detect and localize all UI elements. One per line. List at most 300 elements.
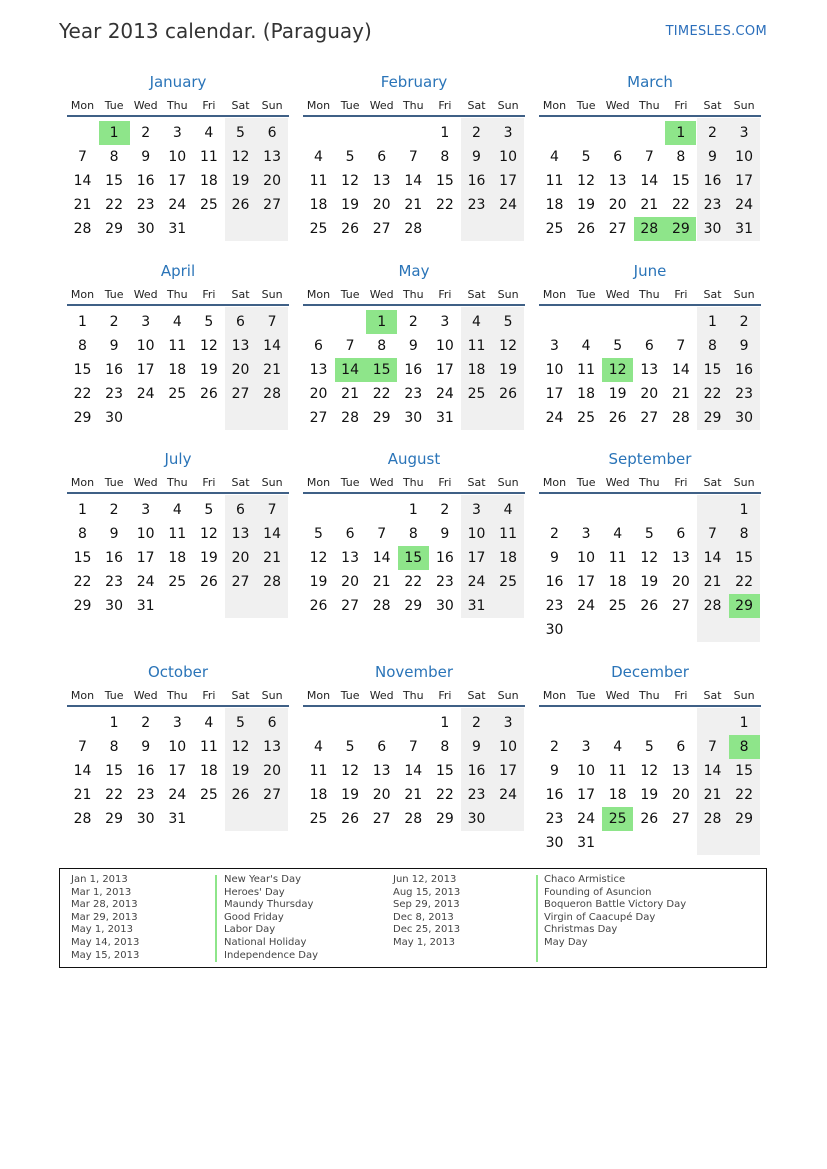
day-cell: 2 [408, 314, 418, 330]
holiday-day-cell: 8 [729, 735, 760, 759]
day-cell: 14 [263, 338, 281, 354]
day-cell: 30 [545, 622, 564, 638]
day-cell: 20 [341, 574, 359, 590]
day-cell: 4 [172, 502, 182, 518]
legend-date: Jun 12, 2013 [393, 874, 457, 885]
day-cell: 26 [341, 221, 359, 237]
legend-holiday-name: Heroes' Day [224, 886, 285, 898]
day-cell: 26 [608, 410, 627, 426]
day-cell: 3 [172, 715, 182, 731]
weekday-label: Fri [438, 476, 452, 489]
day-cell: 13 [671, 763, 690, 779]
day-cell: 11 [168, 526, 187, 542]
holiday-day-cell: 1 [665, 121, 696, 145]
day-cell: 14 [703, 550, 722, 566]
holiday-day-cell: 15 [366, 358, 397, 382]
day-cell: 6 [314, 338, 323, 354]
day-cell: 23 [703, 197, 722, 213]
month-header-rule [67, 492, 289, 494]
month-header-rule [539, 705, 761, 707]
day-cell: 9 [141, 149, 151, 165]
day-cell: 25 [168, 386, 187, 402]
day-cell: 27 [263, 197, 281, 213]
day-cell: 8 [377, 338, 387, 354]
day-cell: 18 [467, 362, 486, 378]
day-cell: 21 [703, 787, 722, 803]
day-cell: 28 [703, 811, 722, 827]
site-link[interactable]: TIMESLES.COM [665, 24, 767, 39]
legend-holiday-name: Labor Day [224, 924, 276, 936]
day-cell: 1 [408, 502, 418, 518]
day-cell: 27 [671, 598, 690, 614]
day-cell: 17 [499, 173, 517, 189]
day-cell: 27 [640, 410, 659, 426]
month-name: July [164, 450, 192, 468]
day-cell: 30 [703, 221, 722, 237]
weekday-label: Sat [231, 476, 250, 489]
day-cell: 18 [608, 574, 627, 590]
month-header-rule [67, 304, 289, 306]
weekday-label: Wed [133, 99, 158, 112]
day-cell: 26 [341, 811, 359, 827]
holiday-day-cell: 29 [665, 217, 696, 241]
day-cell: 25 [199, 197, 218, 213]
weekday-label: Fri [202, 288, 216, 301]
day-cell: 30 [545, 835, 564, 851]
day-cell: 1 [440, 125, 450, 141]
day-cell: 25 [545, 221, 564, 237]
weekday-label: Tue [340, 476, 360, 489]
weekday-label: Thu [638, 288, 660, 301]
legend-holiday-name: Boqueron Battle Victory Day [544, 899, 687, 911]
day-cell: 22 [735, 787, 753, 803]
day-cell: 13 [263, 149, 281, 165]
day-cell: 9 [141, 739, 151, 755]
day-cell: 25 [199, 787, 218, 803]
day-cell: 8 [78, 338, 87, 354]
day-cell: 14 [703, 763, 722, 779]
legend-dates-left [71, 874, 139, 962]
day-cell: 15 [105, 763, 123, 779]
day-cell: 30 [105, 598, 123, 614]
month-name: April [160, 262, 196, 280]
day-cell: 16 [435, 550, 454, 566]
day-cell: 29 [404, 598, 423, 614]
day-cell: 8 [739, 526, 749, 542]
weekday-label: Thu [402, 99, 424, 112]
day-cell: 4 [314, 739, 323, 755]
day-cell: 22 [671, 197, 690, 213]
day-cell: 3 [172, 125, 182, 141]
legend-holiday-name: National Holiday [224, 936, 307, 948]
day-cell: 16 [467, 763, 486, 779]
day-cell: 5 [204, 502, 214, 518]
day-cell: 1 [109, 715, 119, 731]
day-cell: 2 [472, 125, 481, 141]
legend-date: May 15, 2013 [71, 949, 140, 961]
day-cell: 13 [263, 739, 281, 755]
weekday-label: Sun [733, 476, 755, 489]
weekday-label: Mon [542, 476, 567, 489]
day-cell: 16 [735, 362, 753, 378]
day-cell: 22 [404, 574, 423, 590]
day-cell: 21 [341, 386, 359, 402]
day-cell: 16 [136, 173, 155, 189]
day-cell: 17 [168, 173, 187, 189]
day-cell: 26 [231, 787, 250, 803]
weekday-label: Wed [369, 476, 394, 489]
weekday-label: Tue [104, 476, 124, 489]
weekday-label: Sun [733, 288, 755, 301]
day-cell: 2 [739, 314, 749, 330]
legend-color-bar [215, 875, 217, 962]
month-name: August [387, 450, 441, 468]
legend-date: May 1, 2013 [71, 924, 134, 936]
day-cell: 6 [377, 739, 387, 755]
day-cell: 27 [263, 787, 281, 803]
weekday-label: Tue [576, 288, 596, 301]
day-cell: 8 [708, 338, 717, 354]
day-cell: 23 [435, 574, 454, 590]
day-cell: 15 [735, 550, 753, 566]
day-cell: 18 [199, 763, 218, 779]
day-cell: 26 [499, 386, 517, 402]
day-cell: 20 [372, 197, 391, 213]
holiday-day-cell: 12 [602, 358, 633, 382]
day-cell: 23 [467, 197, 486, 213]
day-cell: 27 [372, 221, 391, 237]
day-cell: 23 [545, 598, 564, 614]
legend-holiday-name: Christmas Day [544, 924, 618, 936]
day-cell: 2 [109, 502, 119, 518]
weekday-label: Mon [542, 99, 567, 112]
month-name: March [627, 73, 673, 91]
day-cell: 4 [550, 149, 559, 165]
weekday-label: Thu [402, 288, 424, 301]
day-cell: 22 [435, 787, 454, 803]
day-cell: 20 [231, 362, 250, 378]
weekday-label: Sun [733, 689, 755, 702]
day-cell: 22 [105, 197, 123, 213]
day-cell: 16 [545, 574, 564, 590]
weekday-label: Thu [638, 689, 660, 702]
day-cell: 28 [73, 221, 92, 237]
day-cell: 10 [136, 526, 155, 542]
day-cell: 1 [708, 314, 717, 330]
day-cell: 10 [545, 362, 564, 378]
day-cell: 31 [136, 598, 155, 614]
weekday-label: Tue [576, 476, 596, 489]
day-cell: 9 [739, 338, 749, 354]
day-cell: 11 [309, 763, 328, 779]
day-cell: 8 [440, 149, 450, 165]
day-cell: 21 [703, 574, 722, 590]
day-cell: 5 [236, 715, 245, 731]
weekday-label: Mon [70, 476, 95, 489]
day-cell: 27 [231, 574, 250, 590]
day-cell: 29 [372, 410, 391, 426]
day-cell: 21 [404, 197, 423, 213]
weekday-label: Fri [674, 476, 688, 489]
day-cell: 21 [263, 550, 281, 566]
day-cell: 6 [267, 715, 277, 731]
legend-holiday-name: Virgin of Caacupé Day [544, 911, 656, 923]
holiday-day-cell: 1 [366, 310, 397, 334]
weekday-label: Wed [605, 476, 630, 489]
day-cell: 15 [73, 362, 92, 378]
weekday-label: Sat [467, 689, 486, 702]
day-cell: 24 [545, 410, 564, 426]
weekday-label: Sat [703, 99, 722, 112]
day-cell: 20 [309, 386, 328, 402]
day-cell: 23 [545, 811, 564, 827]
day-cell: 23 [404, 386, 423, 402]
holiday-day-cell: 25 [602, 807, 633, 831]
day-cell: 18 [608, 787, 627, 803]
day-cell: 3 [440, 314, 450, 330]
day-cell: 16 [404, 362, 423, 378]
day-cell: 11 [577, 362, 595, 378]
day-cell: 21 [73, 787, 92, 803]
day-cell: 7 [708, 526, 717, 542]
day-cell: 17 [545, 386, 564, 402]
day-cell: 13 [608, 173, 627, 189]
day-cell: 25 [168, 574, 187, 590]
day-cell: 25 [577, 410, 595, 426]
month-name: May [398, 262, 430, 280]
day-cell: 8 [78, 526, 87, 542]
day-cell: 28 [703, 598, 722, 614]
weekday-label: Sat [467, 476, 486, 489]
day-cell: 3 [581, 739, 591, 755]
month-header-rule [539, 304, 761, 306]
legend-date: Mar 29, 2013 [71, 911, 138, 923]
day-cell: 8 [408, 526, 418, 542]
day-cell: 7 [78, 739, 87, 755]
weekday-label: Sat [703, 288, 722, 301]
day-cell: 4 [172, 314, 182, 330]
weekday-label: Sun [261, 689, 283, 702]
weekday-label: Thu [402, 476, 424, 489]
day-cell: 9 [708, 149, 717, 165]
day-cell: 12 [640, 763, 659, 779]
weekday-label: Wed [133, 288, 158, 301]
day-cell: 9 [109, 526, 119, 542]
weekday-label: Wed [605, 689, 630, 702]
holiday-day-cell: 1 [99, 121, 130, 145]
day-cell: 19 [199, 362, 218, 378]
day-cell: 17 [499, 763, 517, 779]
day-cell: 29 [105, 221, 123, 237]
day-cell: 4 [581, 338, 591, 354]
day-cell: 13 [372, 763, 391, 779]
day-cell: 22 [73, 386, 92, 402]
day-cell: 6 [676, 526, 686, 542]
weekday-label: Tue [104, 689, 124, 702]
day-cell: 9 [472, 149, 481, 165]
day-cell: 24 [168, 197, 187, 213]
day-cell: 23 [136, 197, 155, 213]
day-cell: 2 [550, 739, 559, 755]
day-cell: 7 [377, 526, 387, 542]
day-cell: 10 [735, 149, 753, 165]
day-cell: 1 [78, 502, 87, 518]
day-cell: 8 [109, 149, 119, 165]
day-cell: 14 [73, 173, 92, 189]
weekday-label: Wed [369, 288, 394, 301]
day-cell: 20 [263, 763, 281, 779]
day-cell: 5 [345, 739, 355, 755]
day-cell: 5 [644, 739, 654, 755]
day-cell: 13 [231, 338, 250, 354]
legend-holiday-name: Maundy Thursday [224, 899, 314, 911]
day-cell: 9 [109, 338, 119, 354]
day-cell: 16 [545, 787, 564, 803]
day-cell: 8 [440, 739, 450, 755]
day-cell: 14 [263, 526, 281, 542]
day-cell: 20 [608, 197, 627, 213]
day-cell: 11 [608, 763, 627, 779]
legend-date: Sep 29, 2013 [393, 899, 460, 911]
day-cell: 12 [640, 550, 659, 566]
day-cell: 17 [467, 550, 486, 566]
weekday-label: Mon [542, 288, 567, 301]
legend-date: Jan 1, 2013 [71, 874, 128, 885]
day-cell: 31 [435, 410, 454, 426]
day-cell: 19 [341, 787, 359, 803]
day-cell: 3 [739, 125, 749, 141]
day-cell: 10 [136, 338, 155, 354]
weekday-label: Fri [202, 476, 216, 489]
day-cell: 6 [644, 338, 654, 354]
day-cell: 24 [499, 197, 517, 213]
day-cell: 6 [236, 314, 245, 330]
weekday-label: Thu [638, 99, 660, 112]
legend-date: May 14, 2013 [71, 936, 140, 948]
day-cell: 30 [404, 410, 423, 426]
day-cell: 26 [309, 598, 328, 614]
day-cell: 24 [499, 787, 517, 803]
day-cell: 22 [73, 574, 92, 590]
day-cell: 31 [735, 221, 753, 237]
day-cell: 29 [703, 410, 722, 426]
day-cell: 18 [499, 550, 517, 566]
day-cell: 5 [644, 526, 654, 542]
day-cell: 12 [499, 338, 517, 354]
day-cell: 15 [671, 173, 690, 189]
day-cell: 11 [499, 526, 517, 542]
day-cell: 26 [199, 386, 218, 402]
day-cell: 9 [472, 739, 481, 755]
day-cell: 11 [168, 338, 187, 354]
day-cell: 19 [341, 197, 359, 213]
weekday-label: Thu [638, 476, 660, 489]
day-cell: 23 [136, 787, 155, 803]
day-cell: 1 [739, 502, 749, 518]
page-title: Year 2013 calendar. (Paraguay) [59, 19, 372, 43]
day-cell: 17 [136, 550, 155, 566]
day-cell: 7 [676, 338, 686, 354]
day-cell: 11 [309, 173, 328, 189]
holiday-day-cell: 29 [729, 594, 760, 618]
weekday-label: Sat [467, 99, 486, 112]
day-cell: 22 [372, 386, 391, 402]
legend-date: Mar 28, 2013 [71, 899, 138, 911]
day-cell: 19 [577, 197, 595, 213]
day-cell: 26 [199, 574, 218, 590]
day-cell: 12 [577, 173, 595, 189]
day-cell: 27 [309, 410, 328, 426]
day-cell: 27 [671, 811, 690, 827]
day-cell: 20 [372, 787, 391, 803]
day-cell: 13 [341, 550, 359, 566]
weekday-label: Mon [306, 99, 331, 112]
day-cell: 16 [136, 763, 155, 779]
holiday-day-cell: 14 [335, 358, 366, 382]
day-cell: 24 [735, 197, 753, 213]
legend-date: May 1, 2013 [393, 936, 456, 948]
weekday-label: Tue [340, 99, 360, 112]
day-cell: 13 [640, 362, 659, 378]
day-cell: 8 [676, 149, 686, 165]
weekday-label: Mon [306, 689, 331, 702]
day-cell: 15 [703, 362, 722, 378]
legend-color-bar [536, 875, 538, 962]
weekday-label: Sun [497, 476, 519, 489]
day-cell: 4 [472, 314, 481, 330]
day-cell: 18 [168, 550, 187, 566]
day-cell: 26 [640, 811, 659, 827]
day-cell: 16 [703, 173, 722, 189]
month-header-rule [67, 115, 289, 117]
day-cell: 7 [267, 502, 277, 518]
day-cell: 30 [136, 811, 155, 827]
day-cell: 25 [467, 386, 486, 402]
day-cell: 19 [640, 787, 659, 803]
legend-date: Aug 15, 2013 [393, 886, 461, 898]
day-cell: 23 [467, 787, 486, 803]
day-cell: 19 [608, 386, 627, 402]
day-cell: 11 [199, 149, 218, 165]
legend-date: Dec 25, 2013 [393, 924, 461, 936]
weekday-label: Sat [231, 689, 250, 702]
day-cell: 5 [613, 338, 623, 354]
day-cell: 21 [640, 197, 659, 213]
holiday-day-cell: 28 [634, 217, 665, 241]
legend-holiday-name: Good Friday [224, 911, 284, 923]
day-cell: 12 [309, 550, 328, 566]
day-cell: 11 [545, 173, 564, 189]
day-cell: 18 [168, 362, 187, 378]
day-cell: 18 [309, 787, 328, 803]
day-cell: 31 [577, 835, 595, 851]
day-cell: 12 [231, 739, 250, 755]
day-cell: 26 [640, 598, 659, 614]
day-cell: 5 [314, 526, 323, 542]
legend-holiday-name: Founding of Asuncion [544, 886, 652, 898]
day-cell: 12 [231, 149, 250, 165]
weekday-label: Thu [166, 476, 188, 489]
day-cell: 2 [472, 715, 481, 731]
day-cell: 6 [236, 502, 245, 518]
day-cell: 18 [199, 173, 218, 189]
day-cell: 11 [467, 338, 486, 354]
day-cell: 1 [78, 314, 87, 330]
day-cell: 30 [136, 221, 155, 237]
weekday-label: Sun [497, 689, 519, 702]
weekday-label: Sun [261, 99, 283, 112]
day-cell: 4 [613, 739, 623, 755]
